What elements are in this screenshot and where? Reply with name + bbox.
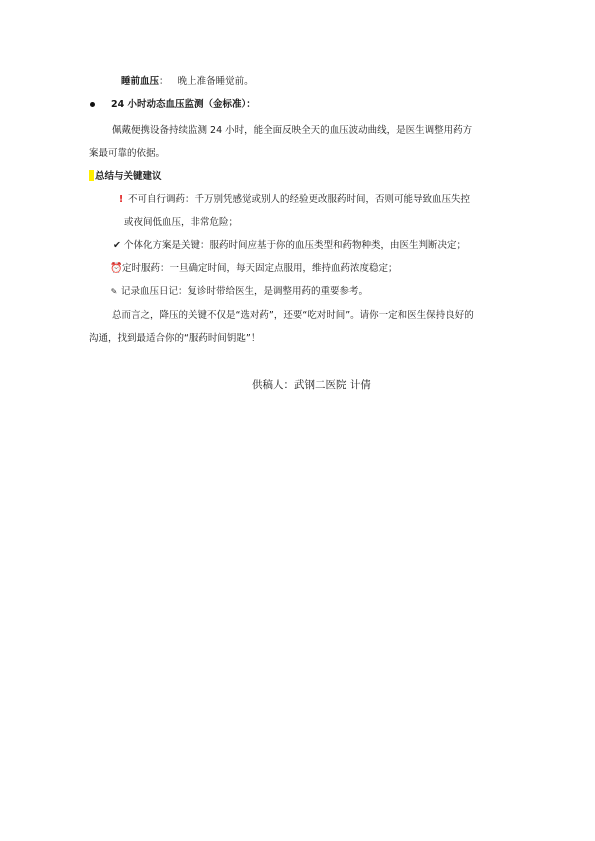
bedtime-bp-label: 睡前血压 [121,76,160,87]
bullet-dot-icon [90,102,95,107]
checkmark-icon: ✔ [113,240,121,251]
highlight-marker-icon [89,170,94,181]
summary-heading-text: 总结与关键建议 [95,171,162,182]
bedtime-bp-text: 晚上准备睡觉前。 [177,76,254,87]
exclamation-icon: ! [118,194,124,205]
abpm-desc-line2: 案最可靠的依据。 [89,148,166,159]
advice-personalized-text: 个体化方案是关键：服药时间应基于你的血压类型和药物种类，由医生判断决定； [124,240,467,251]
advice-log [109,285,368,299]
pen-icon: ✎ [110,287,118,296]
abpm-title: 24 小时动态血压监测（金标准）： [111,99,256,110]
conclusion-line2: 沟通，找到最适合你的“服药时间钥匙”！ [89,333,261,344]
conclusion-line1: 总而言之，降压的关键不仅是“选对药”，还要“吃对时间”。请你一定和医生保持良好的 [112,310,474,321]
advice-fixed-time-text: 定时服药：一旦确定时间，每天固定点服用，维持血药浓度稳定； [122,263,398,274]
alarm-clock-icon: ⏰ [110,263,123,274]
advice-no-self-adjust [116,193,470,207]
advice-fixed-time [110,262,398,276]
advice-no-self-adjust-text: 不可自行调药：千万别凭感觉或别人的经验更改服药时间，否则可能导致血压失控 [128,194,471,205]
bedtime-bp-line [121,75,254,89]
advice-log-text: 记录血压日记：复诊时带给医生，是调整用药的重要参考。 [121,286,369,297]
advice-no-self-adjust-line2: 或夜间低血压，非常危险； [124,217,239,228]
signature: 供稿人：武钢二医院 计倩 [252,379,371,391]
bedtime-bp-colon: ： [159,76,169,87]
summary-heading [89,170,162,184]
advice-personalized [112,239,466,253]
abpm-desc-line1: 佩戴便携设备持续监测 24 小时，能全面反映全天的血压波动曲线，是医生调整用药方 [112,125,473,136]
